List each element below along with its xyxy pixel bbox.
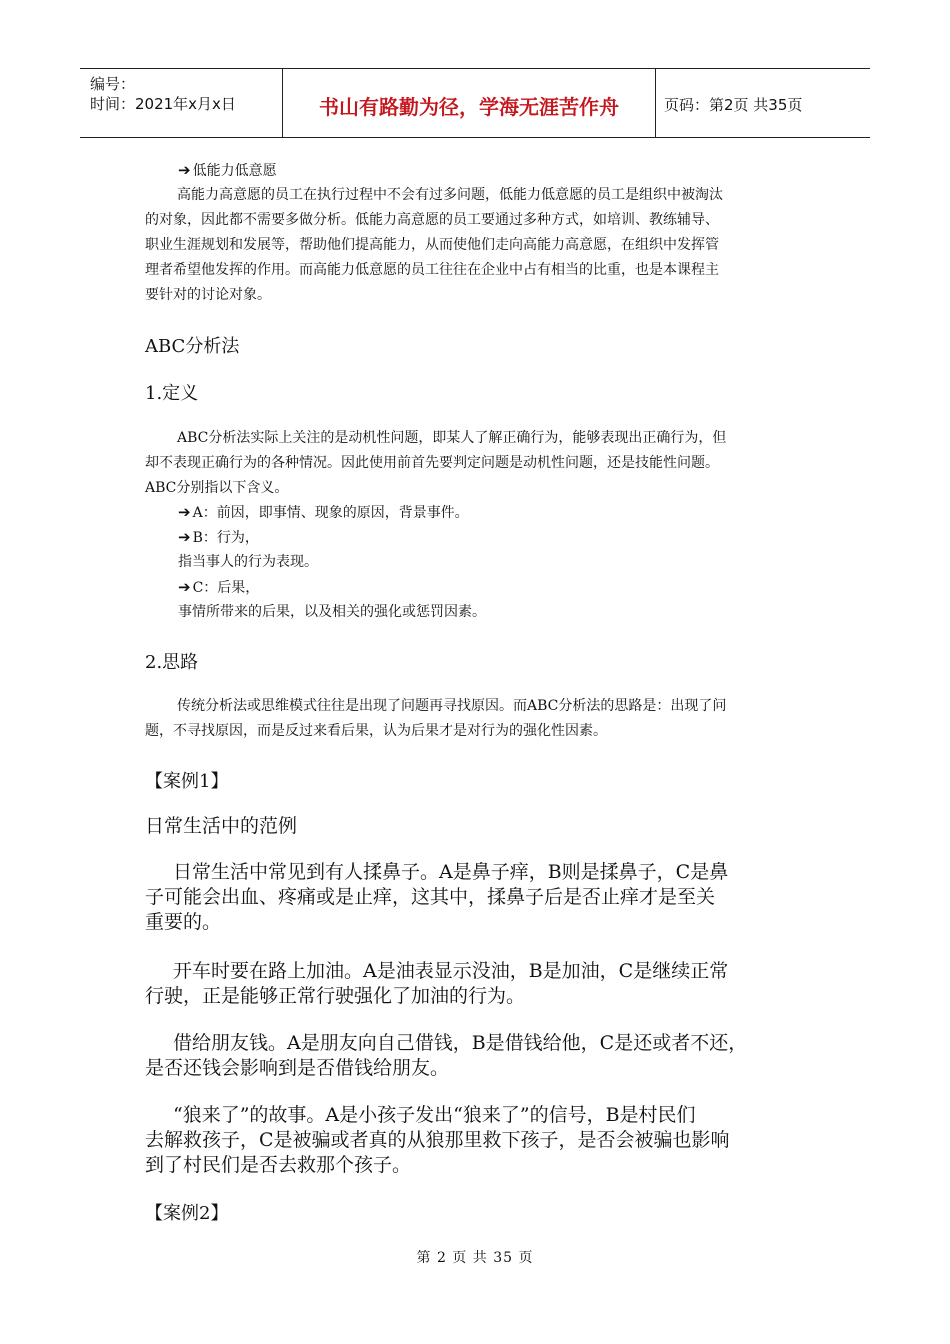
heading-abc-method: ABC分析法 [145,336,240,357]
case-1-title: 日常生活中的范例 [145,815,298,837]
header-meta-cell [80,69,283,137]
case-2-label: 【案例2】 [145,1203,229,1224]
header-motto-cell [283,69,656,137]
paragraph-line: 要针对的讨论对象。 [145,287,271,303]
paragraph-line: ABC分别指以下含义。 [145,480,289,496]
heading-definition: 1.定义 [145,383,199,404]
arrow-right-icon: ➔ [178,161,191,179]
paragraph-line: 理者希望他发挥的作用。而高能力低意愿的员工往往在企业中占有相当的比重，也是本课程主 [145,262,719,278]
bullet-c-detail: 事情所带来的后果，以及相关的强化或惩罚因素。 [178,604,486,620]
heading-approach: 2.思路 [145,652,199,673]
paragraph-line: 是否还钱会影响到是否借钱给朋友。 [145,1057,450,1079]
paragraph-line: 传统分析法或思维模式往往是出现了问题再寻找原因。而ABC分析法的思路是：出现了问 [177,698,727,714]
bullet-b [178,525,259,551]
paragraph-line: 的对象，因此都不需要多做分析。低能力高意愿的员工要通过多种方式，如培训、教练辅导、 [145,212,719,228]
arrow-right-icon: ➔ [178,578,191,596]
paragraph-approach [145,694,726,744]
paragraph-definition [145,426,726,501]
paragraph-line: 职业生涯规划和发展等，帮助他们提高能力，从而使他们走向高能力高意愿，在组织中发挥管 [145,237,719,253]
header-page-cell [656,69,870,137]
bullet-b-detail: 指当事人的行为表现。 [178,554,318,570]
header-motto: 书山有路勤为径，学海无涯苦作舟 [319,95,619,119]
paragraph-line: 子可能会出血、疼痛或是止痒，这其中，揉鼻子后是否止痒才是至关 [145,886,716,908]
example-wolf-story [145,1103,730,1178]
bullet-text: B：行为， [192,530,259,546]
bullet-text: C：后果， [192,580,260,596]
example-lend-money [145,1031,747,1081]
paragraph-ability-willingness [145,183,723,308]
paragraph-line: 行驶，正是能够正常行驶强化了加油的行为。 [145,985,526,1007]
arrow-right-icon: ➔ [178,503,191,521]
case-1-label: 【案例1】 [145,771,229,792]
page-header [80,68,870,138]
paragraph-line: 高能力高意愿的员工在执行过程中不会有过多问题，低能力低意愿的员工是组织中被淘汰 [177,187,723,203]
bullet-a [178,500,469,526]
paragraph-line: 日常生活中常见到有人揉鼻子。A是鼻子痒，B则是揉鼻子，C是鼻 [173,861,729,883]
paragraph-line: ABC分析法实际上关注的是动机性问题，即某人了解正确行为，能够表现出正确行为，但 [177,430,727,446]
bullet-low-ability [178,158,277,184]
document-date: 时间：2021年x月x日 [90,95,236,113]
paragraph-line: 题，不寻找原因，而是反过来看后果，认为后果才是对行为的强化性因素。 [145,723,607,739]
bullet-c [178,575,259,601]
paragraph-line: 却不表现正确行为的各种情况。因此使用前首先要判定问题是动机性问题，还是技能性问题。 [145,455,719,471]
paragraph-line: 借给朋友钱。A是朋友向自己借钱，B是借钱给他，C是还或者不还， [173,1032,748,1054]
paragraph-line: 到了村民们是否去救那个孩子。 [145,1154,412,1176]
paragraph-line: 开车时要在路上加油。A是油表显示没油，B是加油，C是继续正常 [173,960,729,982]
paragraph-line: 去解救孩子，C是被骗或者真的从狼那里救下孩子，是否会被骗也影响 [145,1129,730,1151]
header-page-info: 页码：第2页 共35页 [664,96,803,114]
document-number-label: 编号： [90,75,136,93]
paragraph-line: 重要的。 [145,911,222,933]
example-refuel [145,959,728,1009]
example-nose [145,860,728,935]
paragraph-line: “狼来了”的故事。A是小孩子发出“狼来了”的信号，B是村民们 [173,1104,696,1126]
bullet-text: 低能力低意愿 [192,163,277,179]
arrow-right-icon: ➔ [178,528,191,546]
page-footer: 第 2 页 共 35 页 [416,1250,534,1266]
bullet-text: A：前因，即事情、现象的原因，背景事件。 [192,505,469,521]
